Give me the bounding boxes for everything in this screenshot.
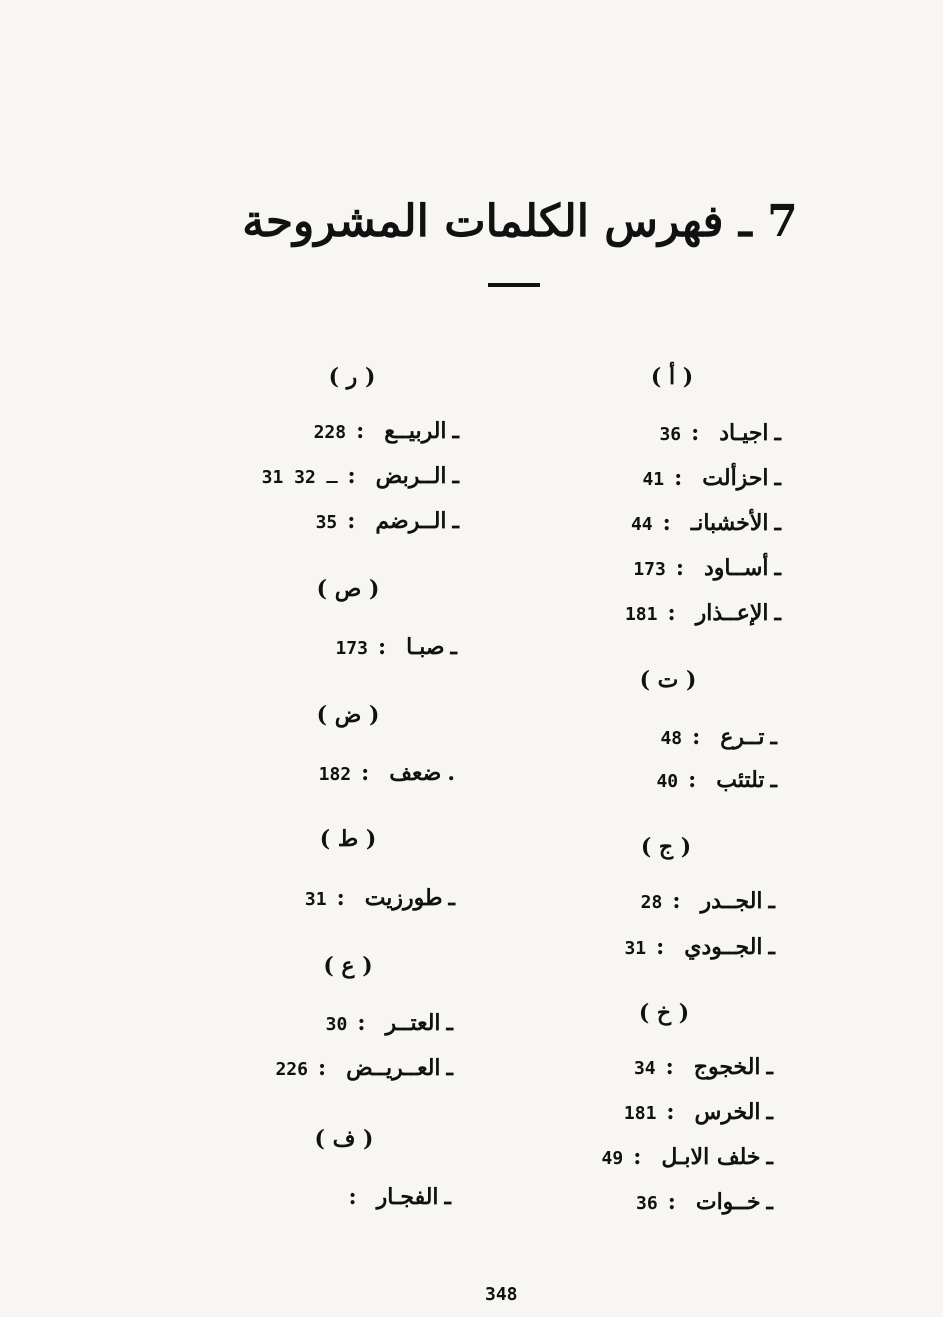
entry-page: 31 [624,938,647,959]
entry-colon: : [361,760,370,786]
entry-colon: : [667,1189,676,1215]
entry-colon: : [674,465,683,491]
entry-word: أســاود [703,555,769,581]
section-heading: ( ط ) [319,826,377,852]
index-entry [314,418,459,444]
entry-dash: ـ [766,1054,773,1080]
entry-colon: : [357,1010,366,1036]
index-entry [339,1184,452,1210]
section-heading: ( ص ) [316,576,380,602]
entry-page: 40 [656,771,679,792]
entry-dash: ـ [768,888,775,914]
index-entry [262,463,459,489]
entry-page: 182 [318,764,352,785]
entry-colon: : [675,555,684,581]
entry-colon: : [688,767,697,793]
entry-colon: : [347,463,356,489]
entry-word: الخجوج [693,1054,761,1080]
entry-word: الــربض [375,463,447,489]
entry-dash: ـ [766,1189,773,1215]
entry-page: 49 [601,1148,624,1169]
entry-colon: : [348,1184,357,1210]
entry-page: 36 [659,424,682,445]
entry-colon: : [377,634,387,660]
entry-dash: ـ [446,1010,453,1036]
entry-page: 173 [633,559,666,580]
entry-dash: ـ [770,767,777,793]
entry-page: 228 [313,422,347,443]
entry-page: 226 [275,1059,308,1080]
entry-word: تــرع [720,724,765,750]
entry-page: 31 [304,889,327,910]
entry-colon: : [656,934,665,960]
entry-word: الإعــذار [695,600,769,626]
entry-dash: ـ [452,463,459,489]
section-heading: ( ف ) [314,1126,374,1152]
entry-colon: : [691,420,700,446]
entry-colon: : [336,885,345,911]
entry-colon: : [662,510,671,536]
section-heading: ( ع ) [323,953,373,979]
index-entry [275,1055,453,1081]
entry-colon: : [317,1055,327,1081]
page-title: 7 ـ فهرس الكلمات المشروحة [242,196,798,247]
index-entry [319,760,455,786]
entry-dash: ـ [452,508,459,534]
entry-dash: ـ [774,420,781,446]
entry-dash: ـ [766,1099,773,1125]
entry-colon: : [672,888,681,914]
entry-page: 30 [325,1014,348,1035]
entry-word: الأخشبانـ [690,510,769,536]
entry-colon: : [633,1144,642,1170]
section-heading: ( ج ) [640,834,692,860]
entry-dash: ـ [770,724,777,750]
entry-page: 48 [660,728,683,749]
entry-colon: : [667,600,676,626]
entry-word: العتــر [385,1010,441,1036]
entry-page: 44 [630,514,653,535]
entry-word: خلف الابـل [661,1144,761,1170]
section-heading: ( ت ) [639,667,697,693]
entry-word: خــوات [695,1189,761,1215]
entry-word: اجيـاد [719,420,769,446]
entry-word: الخرس [694,1099,761,1125]
entry-page: 181 [624,604,658,625]
entry-word: احزألت [702,465,769,491]
entry-word: الجــودي [684,934,763,960]
entry-page: 31 ـ 32 [261,467,338,488]
entry-word: الربيــع [384,418,447,444]
entry-dash: ـ [446,1055,453,1081]
page-number: 348 [485,1284,518,1305]
entry-dash: ـ [766,1144,773,1170]
entry-dash: ـ [452,418,459,444]
entry-colon: : [665,1054,674,1080]
entry-dash: . [447,760,455,786]
section-heading: ( ر ) [328,364,376,390]
entry-page: 41 [642,469,665,490]
entry-page: 28 [640,892,663,913]
index-entry [326,1010,453,1036]
entry-colon: : [692,724,701,750]
entry-colon: : [356,418,365,444]
entry-dash: ـ [448,885,455,911]
entry-dash: ـ [450,634,457,660]
entry-word: تلتئب [716,767,765,793]
index-entry [305,885,455,911]
entry-word: ضعف [389,760,442,786]
section-heading: ( ض ) [316,702,380,728]
entry-word: صبـا [406,634,445,660]
entry-colon: : [666,1099,675,1125]
entry-word: العــريــض [346,1055,441,1081]
index-entry [335,634,457,660]
entry-page: 35 [315,512,338,533]
index-entry [316,508,459,534]
entry-dash: ـ [774,600,781,626]
entry-word: طورزيت [364,885,443,911]
entry-dash: ـ [768,934,775,960]
entry-dash: ـ [774,465,781,491]
entry-page: 181 [623,1103,657,1124]
section-heading: ( أ ) [650,364,694,390]
entry-dash: ـ [444,1184,451,1210]
entry-dash: ـ [774,510,781,536]
entry-word: الجــدر [700,888,763,914]
entry-page: 36 [636,1193,658,1214]
entry-word: الفجـار [376,1184,439,1210]
entry-page: 173 [335,638,368,659]
entry-dash: ـ [774,555,781,581]
section-heading: ( خ ) [638,1000,690,1026]
entry-word: الــرضم [375,508,447,534]
entry-colon: : [347,508,356,534]
entry-page: 34 [633,1058,656,1079]
